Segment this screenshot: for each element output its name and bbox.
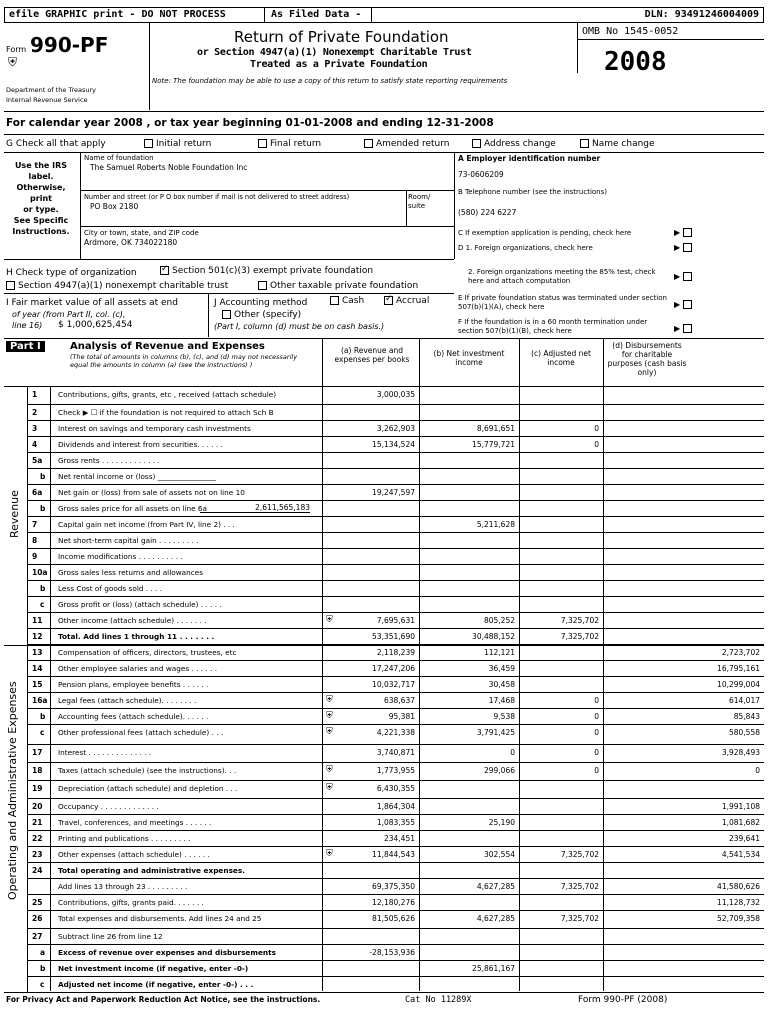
- col-d-value: 614,017: [728, 696, 760, 705]
- col-d-value: 4,541,534: [721, 850, 760, 859]
- line-number: 20: [32, 802, 43, 811]
- line-description: Net rental income or (loss) ________________: [58, 472, 217, 481]
- col-a-value: 19,247,597: [372, 488, 415, 497]
- fmv-label-1: I Fair market value of all assets at end: [6, 298, 178, 308]
- line-description: Printing and publications . . . . . . . . .: [58, 834, 191, 843]
- line-description: Contributions, gifts, grants, etc , received (attach schedule): [58, 390, 277, 399]
- address-change-option[interactable]: Address change: [472, 139, 556, 149]
- col-d-value: 52,709,358: [717, 914, 760, 923]
- line-number: 6a: [32, 488, 43, 497]
- line-description: Capital gain net income (from Part IV, line 2) . . .: [58, 520, 235, 529]
- line-number: 21: [32, 818, 43, 827]
- col-c-header: (c) Adjusted net income: [531, 349, 591, 367]
- table-row: [0, 421, 770, 437]
- line-number: 16a: [32, 696, 48, 705]
- city-state-zip: Ardmore, OK 734022180: [84, 238, 178, 247]
- table-row: [0, 517, 770, 533]
- cash-option[interactable]: Cash: [330, 296, 364, 306]
- line-description: Other expenses (attach schedule) . . . . . .: [58, 850, 210, 859]
- col-d-value: 2,723,702: [721, 648, 760, 657]
- as-filed-label: As Filed Data -: [271, 9, 362, 20]
- accrual-option[interactable]: ✓ Accrual: [384, 296, 429, 306]
- line-number: a: [40, 948, 46, 957]
- line-description: Add lines 13 through 23 . . . . . . . . .: [58, 882, 188, 891]
- line-number: 10a: [32, 568, 48, 577]
- line-description: Gross profit or (loss) (attach schedule) . . . . .: [58, 600, 222, 609]
- form-subtitle-1: or Section 4947(a)(1) Nonexempt Charitable Trust: [197, 47, 472, 58]
- expenses-side-label: Operating and Administrative Expenses: [6, 681, 19, 900]
- col-b-value: 30,458: [488, 680, 515, 689]
- col-a-value: 7,695,631: [376, 616, 415, 625]
- line-description: Travel, conferences, and meetings . . . . . .: [58, 818, 212, 827]
- table-row: [0, 645, 770, 661]
- table-row: [0, 895, 770, 911]
- table-row: [0, 677, 770, 693]
- line-number: 27: [32, 932, 43, 941]
- line-number: 1: [32, 390, 38, 399]
- city-label: City or town, state, and ZIP code: [84, 229, 199, 237]
- cash-checkbox[interactable]: [330, 296, 339, 305]
- line-description: Other professional fees (attach schedule) . . .: [58, 728, 224, 737]
- street-address: PO Box 2180: [90, 202, 139, 211]
- form-prefix: Form: [6, 45, 27, 54]
- termination-60mo-label: F If the foundation is in a 60 month termination under section 507(b)(1)(B), check here: [458, 318, 648, 335]
- col-c-value: 0: [594, 696, 599, 705]
- table-row: [0, 745, 770, 763]
- col-d-value: 41,580,626: [717, 882, 760, 891]
- col-a-value: 11,844,543: [372, 850, 415, 859]
- org-type-label: H Check type of organization: [6, 268, 137, 278]
- table-row: [0, 549, 770, 565]
- line-number: b: [40, 504, 46, 513]
- col-d-value: 239,641: [728, 834, 760, 843]
- irs-label-instructions: Use the IRS label. Otherwise, print or type. See Specific Instructions.: [12, 161, 70, 236]
- table-row: [0, 501, 770, 517]
- table-row: [0, 453, 770, 469]
- form-subtitle-2: Treated as a Private Foundation: [250, 59, 428, 70]
- room-suite-label: Room/ suite: [408, 193, 431, 210]
- form-header: [4, 23, 764, 111]
- col-b-value: 302,554: [483, 850, 515, 859]
- col-c-value: 7,325,702: [560, 616, 599, 625]
- irs-eagle-icon: ⛨: [8, 55, 18, 69]
- calendar-year-line: For calendar year 2008 , or tax year beginning 01-01-2008 and ending 12-31-2008: [6, 117, 494, 129]
- line-description: Total operating and administrative expenses.: [58, 866, 245, 875]
- footer-cat-number: Cat No 11289X: [405, 995, 472, 1005]
- foreign-85-checkbox[interactable]: ▶: [674, 272, 695, 281]
- line-description: Net gain or (loss) from sale of assets not on line 10: [58, 488, 245, 497]
- accrual-checkbox[interactable]: [384, 296, 393, 305]
- revenue-side-label: Revenue: [8, 490, 21, 538]
- amended-return-option[interactable]: Amended return: [364, 139, 450, 149]
- col-b-value: 299,066: [483, 766, 515, 775]
- col-b-value: 805,252: [483, 616, 515, 625]
- table-row: [0, 911, 770, 929]
- line-number: c: [40, 728, 45, 737]
- col-d-value: 0: [755, 766, 760, 775]
- col-a-value: 81,505,626: [372, 914, 415, 923]
- dln: DLN: 93491246004009: [644, 9, 759, 20]
- col-c-value: 0: [594, 424, 599, 433]
- col-d-value: 16,795,161: [717, 664, 760, 673]
- line-description: Compensation of officers, directors, trustees, etc: [58, 648, 237, 657]
- foundation-name: The Samuel Roberts Noble Foundation Inc: [90, 163, 248, 172]
- col-c-value: 7,325,702: [560, 632, 599, 641]
- col-d-header: (d) Disbursements for charitable purposes (cash basis only): [607, 341, 687, 377]
- col-c-value: 0: [594, 728, 599, 737]
- col-b-value: 112,121: [483, 648, 515, 657]
- col-b-value: 36,459: [488, 664, 515, 673]
- col-a-value: 234,451: [383, 834, 415, 843]
- section-501c3-checkbox[interactable]: [160, 266, 169, 275]
- col-a-value: 10,032,717: [372, 680, 415, 689]
- line-description: Contributions, gifts, grants paid. . . . . . .: [58, 898, 204, 907]
- col-b-value: 8,691,651: [476, 424, 515, 433]
- col-c-value: 0: [594, 712, 599, 721]
- attachment-icon[interactable]: ⛨: [326, 615, 333, 625]
- col-a-value: 3,740,871: [376, 748, 415, 757]
- col-b-value: 0: [510, 748, 515, 757]
- col-d-value: 85,843: [733, 712, 760, 721]
- line-number: 2: [32, 408, 38, 417]
- other-taxable-option[interactable]: Other taxable private foundation: [258, 281, 418, 291]
- table-row: [0, 581, 770, 597]
- ein-value: 73-0606209: [458, 170, 504, 179]
- line-number: 8: [32, 536, 38, 545]
- line-number: 23: [32, 850, 43, 859]
- col-b-value: 30,488,152: [472, 632, 515, 641]
- final-return-checkbox[interactable]: [258, 139, 267, 148]
- line-description: Adjusted net income (if negative, enter -0-) . . .: [58, 980, 254, 989]
- col-d-value: 3,928,493: [721, 748, 760, 757]
- attachment-icon[interactable]: ⛨: [326, 695, 333, 705]
- foreign-org-label: D 1. Foreign organizations, check here: [458, 244, 593, 252]
- street-label: Number and street (or P O box number if mail is not delivered to street address): [84, 193, 350, 201]
- col-a-value: 1,083,355: [376, 818, 415, 827]
- initial-return-checkbox[interactable]: [144, 139, 153, 148]
- name-change-option[interactable]: Name change: [580, 139, 655, 149]
- col-b-value: 4,627,285: [476, 914, 515, 923]
- col-d-value: 11,128,732: [717, 898, 760, 907]
- col-b-value: 3,791,425: [476, 728, 515, 737]
- table-row: [0, 709, 770, 725]
- attachment-icon[interactable]: ⛨: [326, 783, 333, 793]
- irs-label: Internal Revenue Service: [6, 96, 88, 104]
- col-a-value: 17,247,206: [372, 664, 415, 673]
- table-row: [0, 533, 770, 549]
- col-b-header: (b) Net investment income: [433, 349, 505, 367]
- line-number: 14: [32, 664, 43, 673]
- form-title: Return of Private Foundation: [234, 28, 449, 46]
- line-description: Income modifications . . . . . . . . . .: [58, 552, 183, 561]
- col-b-value: 4,627,285: [476, 882, 515, 891]
- col-d-value: 1,081,682: [721, 818, 760, 827]
- table-row: [0, 725, 770, 745]
- phone-value: (580) 224 6227: [458, 208, 517, 217]
- status-terminated-label: E If private foundation status was terminated under section 507(b)(1)(A), check here: [458, 294, 667, 311]
- line-number: 26: [32, 914, 43, 923]
- line-description: Gross sales less returns and allowances: [58, 568, 204, 577]
- name-change-checkbox[interactable]: [580, 139, 589, 148]
- line-number: 19: [32, 784, 43, 793]
- table-row: [0, 485, 770, 501]
- table-row: [0, 437, 770, 453]
- line-description: Taxes (attach schedule) (see the instructions). . .: [58, 766, 237, 775]
- section-4947-option[interactable]: Section 4947(a)(1) nonexempt charitable trust: [6, 281, 228, 291]
- exemption-pending-checkbox[interactable]: ▶: [674, 228, 695, 237]
- fmv-value: $ 1,000,625,454: [58, 320, 133, 330]
- footer-form-label: Form 990-PF (2008): [578, 995, 668, 1005]
- table-row: [0, 879, 770, 895]
- line-number: c: [40, 600, 45, 609]
- line-number: 12: [32, 632, 43, 641]
- col-a-value: 3,262,903: [376, 424, 415, 433]
- line-number: b: [40, 584, 46, 593]
- col-a-value: 95,381: [388, 712, 415, 721]
- line-number: 18: [32, 766, 43, 775]
- table-row: [0, 847, 770, 863]
- gross-sales-value: 2,611,565,183: [200, 503, 310, 513]
- col-a-value: 6,430,355: [376, 784, 415, 793]
- ein-label: A Employer identification number: [458, 154, 601, 163]
- line-description: Total. Add lines 1 through 11 . . . . . . .: [58, 632, 215, 641]
- line-description: Excess of revenue over expenses and disbursements: [58, 948, 276, 957]
- other-method-option[interactable]: Other (specify): [222, 310, 301, 320]
- line-number: 25: [32, 898, 43, 907]
- other-method-checkbox[interactable]: [222, 310, 231, 319]
- line-description: Gross rents . . . . . . . . . . . . .: [58, 456, 160, 465]
- table-row: [0, 613, 770, 629]
- line-description: Other employee salaries and wages . . . . . .: [58, 664, 218, 673]
- col-d-value: 580,558: [728, 728, 760, 737]
- amended-return-checkbox[interactable]: [364, 139, 373, 148]
- table-row: [0, 693, 770, 709]
- table-row: [0, 831, 770, 847]
- line-description: Net investment income (if negative, enter -0-): [58, 964, 249, 973]
- line-description: Depreciation (attach schedule) and depletion . . .: [58, 784, 238, 793]
- col-a-header: (a) Revenue and expenses per books: [334, 346, 410, 364]
- table-row: [0, 945, 770, 961]
- line-description: Interest on savings and temporary cash investments: [58, 424, 251, 433]
- accounting-method-label: J Accounting method: [214, 298, 308, 308]
- line-number: 9: [32, 552, 38, 561]
- table-row: [0, 977, 770, 992]
- foreign-org-checkbox[interactable]: ▶: [674, 243, 695, 252]
- fmv-label-2: of year (from Part II, col. (c),: [12, 310, 126, 319]
- phone-label: B Telephone number (see the instructions): [458, 188, 607, 196]
- col-a-value: 15,134,524: [372, 440, 415, 449]
- col-a-value: 4,221,338: [376, 728, 415, 737]
- col-b-value: 25,190: [488, 818, 515, 827]
- col-c-value: 7,325,702: [560, 914, 599, 923]
- line-description: Occupancy . . . . . . . . . . . . .: [58, 802, 159, 811]
- section-501c3-option[interactable]: ✓ Section 501(c)(3) exempt private foundation: [160, 266, 373, 276]
- line-number: b: [40, 964, 46, 973]
- table-row: [0, 565, 770, 581]
- col-b-value: 5,211,628: [476, 520, 515, 529]
- col-b-value: 15,779,721: [472, 440, 515, 449]
- line-number: 22: [32, 834, 43, 843]
- table-row: [0, 469, 770, 485]
- line-number: 7: [32, 520, 38, 529]
- foreign-85-label: 2. Foreign organizations meeting the 85% test, check here and attach computation: [468, 268, 656, 285]
- table-row: [0, 629, 770, 645]
- tax-year: 2008: [604, 47, 667, 77]
- termination-60mo-checkbox[interactable]: ▶: [674, 324, 695, 333]
- part1-title: Analysis of Revenue and Expenses: [70, 341, 265, 352]
- line-number: 3: [32, 424, 38, 433]
- line-number: 11: [32, 616, 43, 625]
- line-description: Dividends and interest from securities. . . . . .: [58, 440, 223, 449]
- omb-number: OMB No 1545-0052: [582, 26, 679, 37]
- footer-privacy-notice: For Privacy Act and Paperwork Reduction Act Notice, see the instructions.: [6, 995, 321, 1004]
- col-a-value: 2,118,239: [376, 648, 415, 657]
- address-change-checkbox[interactable]: [472, 139, 481, 148]
- efile-banner: [4, 7, 764, 23]
- col-a-value: 69,375,350: [372, 882, 415, 891]
- check-all-row: [6, 139, 766, 151]
- line-description: Pension plans, employee benefits . . . . . .: [58, 680, 209, 689]
- col-d-value: 10,299,004: [717, 680, 760, 689]
- col-c-value: 0: [594, 748, 599, 757]
- line-number: c: [40, 980, 45, 989]
- form-number: 990-PF: [30, 33, 109, 57]
- col-a-value: 638,637: [383, 696, 415, 705]
- table-row: [0, 863, 770, 879]
- col-a-value: 3,000,035: [376, 390, 415, 399]
- attachment-icon[interactable]: ⛨: [326, 849, 333, 859]
- table-row: [0, 387, 770, 405]
- col-a-value: 1,864,304: [376, 802, 415, 811]
- col-c-value: 0: [594, 766, 599, 775]
- table-row: [0, 961, 770, 977]
- table-row: [0, 799, 770, 815]
- exemption-pending-label: C If exemption application is pending, check here: [458, 229, 632, 237]
- col-a-value: 12,180,276: [372, 898, 415, 907]
- col-b-value: 17,468: [488, 696, 515, 705]
- table-row: [0, 661, 770, 677]
- line-description: Accounting fees (attach schedule). . . . . .: [58, 712, 209, 721]
- other-taxable-checkbox[interactable]: [258, 281, 267, 290]
- initial-return-option[interactable]: Initial return: [144, 139, 211, 149]
- attachment-icon[interactable]: ⛨: [326, 711, 333, 721]
- col-c-value: 7,325,702: [560, 850, 599, 859]
- col-c-value: 0: [594, 440, 599, 449]
- line-number: b: [40, 712, 46, 721]
- part1-title-note: (The total of amounts in columns (b), (c), and (d) may not necessarily equal the amounts in column (a) (see the instructions) ): [70, 353, 298, 369]
- line-description: Subtract line 26 from line 12: [58, 932, 163, 941]
- table-row: [0, 763, 770, 781]
- part1-tag: Part I: [6, 341, 45, 352]
- table-row: [0, 781, 770, 799]
- section-4947-checkbox[interactable]: [6, 281, 15, 290]
- efile-label: efile GRAPHIC print - DO NOT PROCESS: [9, 9, 226, 20]
- line-description: Total expenses and disbursements. Add lines 24 and 25: [58, 914, 262, 923]
- line-number: 15: [32, 680, 43, 689]
- line-description: Net short-term capital gain . . . . . . . . .: [58, 536, 199, 545]
- line-description: Check ▶ ☐ if the foundation is not required to attach Sch B: [58, 408, 274, 417]
- check-all-label: G Check all that apply: [6, 139, 106, 149]
- line-number: 13: [32, 648, 43, 657]
- table-row: [0, 597, 770, 613]
- line-number: 5a: [32, 456, 43, 465]
- line-number: b: [40, 472, 46, 481]
- final-return-option[interactable]: Final return: [258, 139, 321, 149]
- attachment-icon[interactable]: ⛨: [326, 765, 333, 775]
- fmv-label-3: line 16): [12, 321, 43, 330]
- line-description: Legal fees (attach schedule). . . . . . . .: [58, 696, 197, 705]
- col-a-value: 53,351,690: [372, 632, 415, 641]
- attachment-icon[interactable]: ⛨: [326, 727, 333, 737]
- line-number: 4: [32, 440, 38, 449]
- col-c-value: 7,325,702: [560, 882, 599, 891]
- col-b-value: 25,861,167: [472, 964, 515, 973]
- table-row: [0, 405, 770, 421]
- col-a-value: -28,153,936: [369, 948, 415, 957]
- col-d-value: 1,991,108: [721, 802, 760, 811]
- dept-treasury: Department of the Treasury: [6, 86, 97, 94]
- foundation-name-label: Name of foundation: [84, 154, 154, 162]
- line-description: Interest . . . . . . . . . . . . . .: [58, 748, 152, 757]
- form-note: Note: The foundation may be able to use a copy of this return to satisfy state reporting requirements: [152, 77, 508, 85]
- line-number: 17: [32, 748, 43, 757]
- line-description: Less Cost of goods sold . . . .: [58, 584, 163, 593]
- cash-basis-note: (Part I, column (d) must be on cash basis.): [214, 322, 385, 331]
- table-row: [0, 929, 770, 945]
- status-terminated-checkbox[interactable]: ▶: [674, 300, 695, 309]
- col-a-value: 1,773,955: [376, 766, 415, 775]
- table-row: [0, 815, 770, 831]
- line-description: Other income (attach schedule) . . . . . . .: [58, 616, 207, 625]
- line-description: Gross sales price for all assets on line 6a: [58, 504, 208, 513]
- line-number: 24: [32, 866, 43, 875]
- col-b-value: 9,538: [493, 712, 515, 721]
